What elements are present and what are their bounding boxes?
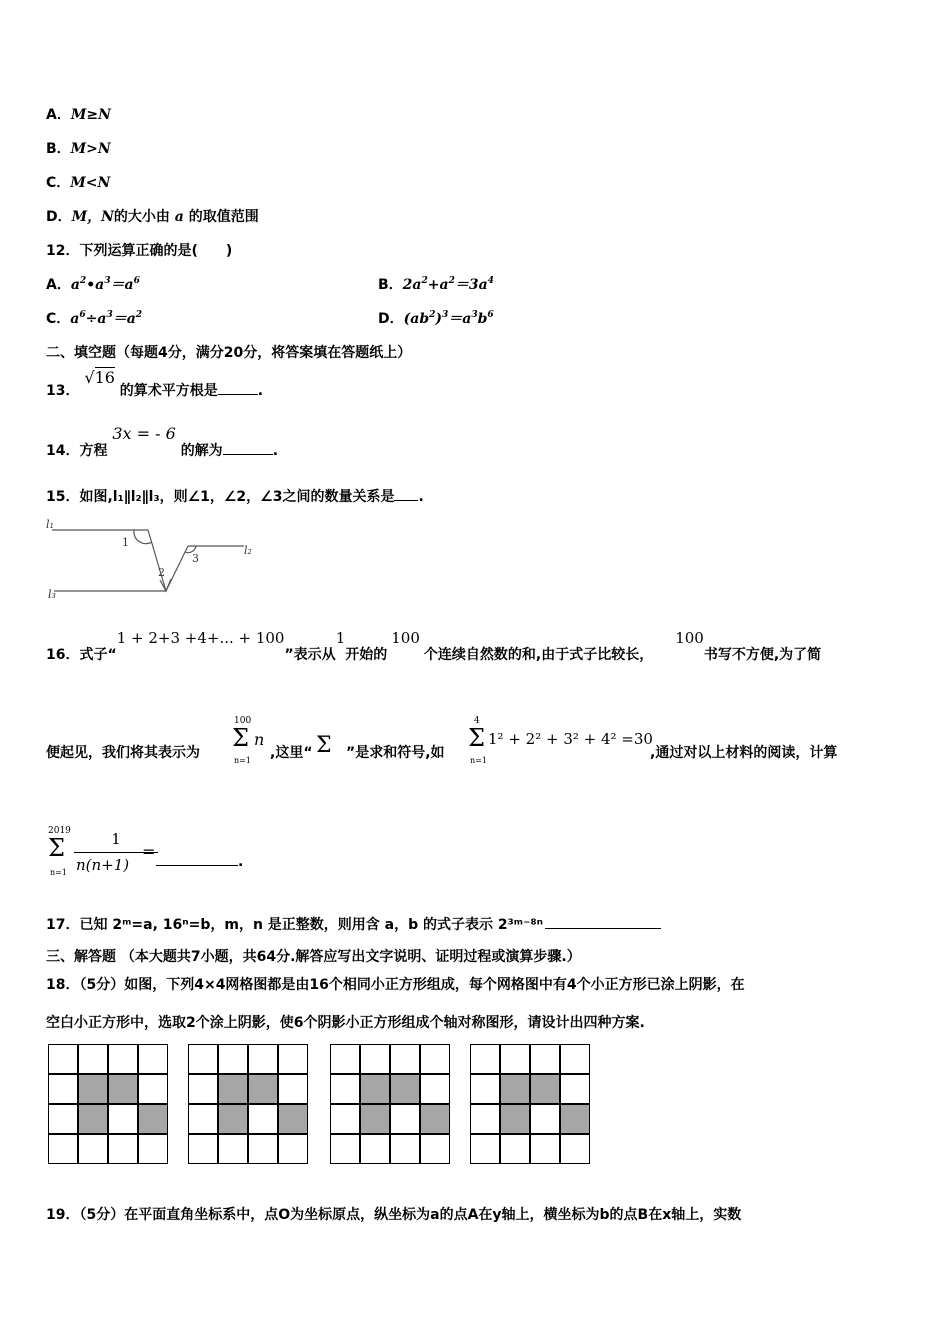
grid-cell bbox=[360, 1044, 390, 1074]
grid-cell bbox=[390, 1104, 420, 1134]
grid-cell bbox=[560, 1074, 590, 1104]
question-16-line-2: 便起见，我们将其表示为 bbox=[46, 745, 200, 761]
grid-cell bbox=[500, 1134, 530, 1164]
grid-cell bbox=[330, 1074, 360, 1104]
grid-cell bbox=[78, 1074, 108, 1104]
grid-cell bbox=[360, 1134, 390, 1164]
question-18-line-2: 空白小正方形中，选取2个涂上阴影，使6个阴影小正方形组成个轴对称图形，请设计出四种方案. bbox=[46, 1015, 645, 1031]
grid-cell bbox=[138, 1134, 168, 1164]
question-16-line-1: 16．式子“1 + 2+3 +4+... + 100”表示从1开始的100个连续自然数的和,由于式子比较长，100书写不方便,为了简 bbox=[46, 629, 822, 663]
grid-cell bbox=[278, 1104, 308, 1134]
parallel-lines-figure bbox=[44, 516, 258, 604]
label-l2: l₂ bbox=[244, 544, 252, 557]
grid-cell bbox=[248, 1104, 278, 1134]
grid-cell bbox=[218, 1134, 248, 1164]
grid-cell bbox=[248, 1044, 278, 1074]
question-17: 17．已知 2ᵐ=a, 16ⁿ=b，m，n 是正整数，则用含 a，b 的式子表示 2³ᵐ⁻⁸ⁿ bbox=[46, 914, 661, 934]
grid-cell bbox=[330, 1044, 360, 1074]
grid-cell bbox=[470, 1074, 500, 1104]
grid-cell bbox=[500, 1104, 530, 1134]
question-16-line-2c: ”是求和符号,如 bbox=[346, 745, 445, 761]
grid-cell bbox=[278, 1044, 308, 1074]
angle-3-label: 3 bbox=[192, 552, 199, 565]
grid-cell bbox=[108, 1044, 138, 1074]
grid-cell bbox=[530, 1134, 560, 1164]
label-l1: l₁ bbox=[46, 518, 54, 531]
section-2-heading: 二、填空题（每题4分，满分20分，将答案填在答题纸上） bbox=[46, 345, 412, 361]
sum-calculation: 2019 Σ n=1 1 n(n+1) = bbox=[48, 826, 248, 882]
option-b-12: B．$2a^2+a^2=3a^4$ bbox=[378, 276, 494, 293]
grid-cell bbox=[560, 1134, 590, 1164]
option-c-11: C．M<N bbox=[46, 175, 111, 191]
question-12-stem: 12．下列运算正确的是( ) bbox=[46, 243, 233, 259]
grid-cell bbox=[188, 1074, 218, 1104]
option-b-11: B．M>N bbox=[46, 141, 111, 157]
grid-cell bbox=[530, 1104, 560, 1134]
grid-cell bbox=[248, 1074, 278, 1104]
grid-cell bbox=[108, 1104, 138, 1134]
grid-3 bbox=[330, 1044, 450, 1164]
grid-cell bbox=[470, 1044, 500, 1074]
grid-cell bbox=[500, 1074, 530, 1104]
grid-cell bbox=[48, 1134, 78, 1164]
grid-cell bbox=[248, 1134, 278, 1164]
grid-cell bbox=[560, 1104, 590, 1134]
grid-2 bbox=[188, 1044, 308, 1164]
option-d-11: D．M，N的大小由 a 的取值范围 bbox=[46, 209, 259, 225]
answer-blank-16[interactable]: . bbox=[156, 854, 243, 870]
label-l3: l₃ bbox=[48, 588, 56, 601]
sum-example: 4 Σ 1² + 2² + 3² + 4² =30 n=1 bbox=[468, 716, 653, 765]
grid-cell bbox=[390, 1074, 420, 1104]
grid-cell bbox=[78, 1104, 108, 1134]
option-d-12: D．$(ab^2)^3=a^3b^6$ bbox=[378, 310, 494, 327]
grid-cell bbox=[390, 1044, 420, 1074]
grid-1 bbox=[48, 1044, 168, 1164]
grid-cell bbox=[420, 1044, 450, 1074]
grid-cell bbox=[108, 1074, 138, 1104]
grid-cell bbox=[390, 1134, 420, 1164]
option-a-11: A．M≥N bbox=[46, 107, 111, 123]
grid-cell bbox=[360, 1074, 390, 1104]
grid-cell bbox=[360, 1104, 390, 1134]
angle-2-label: 2 bbox=[158, 566, 165, 579]
grid-cell bbox=[278, 1074, 308, 1104]
grid-cell bbox=[188, 1104, 218, 1134]
grid-cell bbox=[218, 1044, 248, 1074]
question-16-line-2d: ,通过对以上材料的阅读，计算 bbox=[650, 745, 838, 761]
sum-notation-100: 100 Σ n n=1 bbox=[232, 716, 265, 765]
grid-cell bbox=[78, 1134, 108, 1164]
grid-cell bbox=[138, 1104, 168, 1134]
angle-1-label: 1 bbox=[122, 536, 129, 549]
grid-cell bbox=[500, 1044, 530, 1074]
grid-cell bbox=[420, 1104, 450, 1134]
grid-cell bbox=[560, 1044, 590, 1074]
section-3-heading: 三、解答题 （本大题共7小题，共64分.解答应写出文字说明、证明过程或演算步骤.） bbox=[46, 949, 581, 965]
grid-cell bbox=[138, 1044, 168, 1074]
question-15: 15．如图,l₁∥l₂∥l₃，则∠1，∠2，∠3之间的数量关系是 . bbox=[46, 489, 424, 505]
question-14: 14．方程 3x = - 6 的解为 . bbox=[46, 424, 279, 459]
grid-cell bbox=[48, 1074, 78, 1104]
grid-cell bbox=[330, 1134, 360, 1164]
grid-cell bbox=[530, 1044, 560, 1074]
grid-cell bbox=[138, 1074, 168, 1104]
grid-cell bbox=[330, 1104, 360, 1134]
grid-cell bbox=[48, 1044, 78, 1074]
grid-cell bbox=[470, 1104, 500, 1134]
grid-cell bbox=[78, 1044, 108, 1074]
grid-cell bbox=[48, 1104, 78, 1134]
grid-cell bbox=[420, 1074, 450, 1104]
grid-cell bbox=[218, 1074, 248, 1104]
zigzag-line bbox=[148, 530, 188, 591]
grid-cell bbox=[218, 1104, 248, 1134]
question-13: 13． √16 的算术平方根是 . bbox=[46, 368, 264, 399]
grid-cell bbox=[278, 1134, 308, 1164]
question-18-line-1: 18．（5分）如图，下列4×4网格图都是由16个相同小正方形组成，每个网格图中有4个小正方形已涂上阴影，在 bbox=[46, 977, 745, 993]
question-19: 19．（5分）在平面直角坐标系中，点O为坐标原点，纵坐标为a的点A在y轴上，横坐标为b的点B在x轴上，实数 bbox=[46, 1207, 742, 1223]
grid-cell bbox=[530, 1074, 560, 1104]
option-c-12: C．$a^6\div a^3=a^2$ bbox=[46, 310, 143, 327]
grid-cell bbox=[420, 1134, 450, 1164]
grid-cell bbox=[108, 1134, 138, 1164]
grid-4 bbox=[470, 1044, 590, 1164]
grid-cell bbox=[188, 1044, 218, 1074]
option-a-12: A．$a^2•a^3=a^6$ bbox=[46, 276, 140, 293]
grid-cell bbox=[188, 1134, 218, 1164]
grid-cell bbox=[470, 1134, 500, 1164]
sigma-symbol: Σ bbox=[316, 733, 332, 758]
question-16-line-2b: ,这里“ bbox=[270, 745, 313, 761]
